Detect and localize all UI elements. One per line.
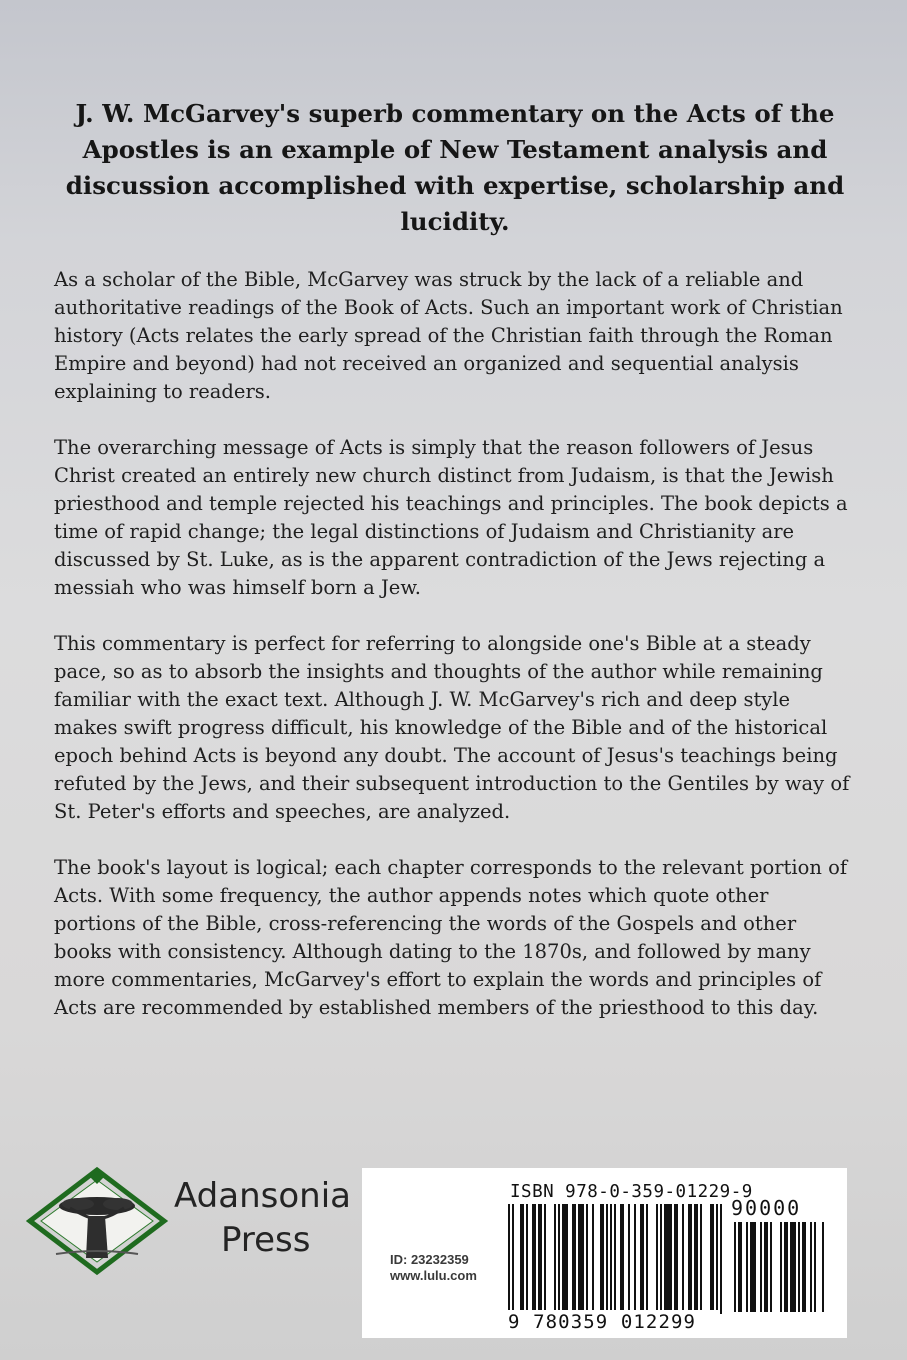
publisher-name-line1: Adansonia (174, 1176, 351, 1216)
barcode-bar (544, 1204, 546, 1314)
barcode-bar (586, 1204, 588, 1314)
barcode-bar (592, 1204, 594, 1314)
barcode-bar (734, 1222, 736, 1312)
barcode-bar (798, 1222, 800, 1312)
barcode-number: 9 780359 012299 (508, 1310, 720, 1334)
barcode-bar (532, 1204, 536, 1314)
barcode-bar (558, 1204, 560, 1314)
barcode-bar (760, 1222, 762, 1312)
publisher-block (26, 1166, 366, 1276)
barcode-bar (640, 1204, 644, 1314)
barcode-bar (614, 1204, 616, 1314)
paragraph-1: As a scholar of the Bible, McGarvey was struck by the lack of a reliable and authoritative readings of the Book of Acts. Such an important work of Christian history (Acts relates the early spread of the Christian faith through the Roman Empire and beyond) had not received an organized and sequential analysis explaining to readers. (54, 268, 843, 403)
barcode-bar (674, 1204, 678, 1314)
barcode-bar (746, 1222, 748, 1312)
addon-number: 90000 (731, 1196, 802, 1220)
barcode-bar (784, 1222, 788, 1312)
barcode-bar (710, 1204, 714, 1314)
barcode-bar (628, 1204, 630, 1314)
barcode-bar (620, 1204, 624, 1314)
publisher-name (174, 1174, 351, 1262)
barcode-bar (780, 1222, 782, 1312)
baobab-tree-logo-icon (26, 1166, 168, 1276)
lead-statement: J. W. McGarvey's superb commentary on the Acts of the Apostles is an example of New Testament analysis and discussion accomplished with expertise, scholarship and lucidity. (65, 99, 845, 236)
barcode-bar (646, 1204, 648, 1314)
barcode-bar (664, 1204, 672, 1314)
publisher-name-line2: Press (221, 1220, 311, 1260)
addon-barcode (734, 1222, 824, 1326)
description-body (54, 266, 854, 1050)
lulu-site: www.lulu.com (390, 1268, 477, 1283)
isbn-label: ISBN 978-0-359-01229-9 (510, 1182, 753, 1202)
barcode-bar (554, 1204, 556, 1314)
barcode-bar (610, 1204, 612, 1314)
barcode-bar (578, 1204, 584, 1314)
barcode-bar (682, 1204, 684, 1314)
barcode-bar (810, 1222, 812, 1312)
isbn-barcode-panel (362, 1168, 847, 1338)
paragraph-3: This commentary is perfect for referring to alongside one's Bible at a steady pace, so as to absorb the insights and thoughts of the author while remaining familiar with the exact text. Although J. W. McGarvey's rich and deep style makes swift progress difficult, his knowledge of the Bible and of the historical epoch behind Acts is beyond any doubt. The account of Jesus's teachings being refuted by the Jews, and their subsequent introduction to the Gentiles by way of St. Peter's efforts and speeches, are analyzed. (54, 632, 850, 823)
barcode-bar (790, 1222, 796, 1312)
barcode-bar (656, 1204, 658, 1314)
barcode-bar (738, 1222, 742, 1312)
barcode-bar (802, 1222, 806, 1312)
barcode-bar (526, 1204, 528, 1314)
barcode-bar (538, 1204, 542, 1314)
barcode-bar (716, 1204, 718, 1314)
barcode-bar (562, 1204, 568, 1314)
barcode-bar (634, 1204, 636, 1314)
barcode-bar (750, 1222, 756, 1312)
barcode-bar (764, 1222, 768, 1312)
lulu-id-block (390, 1252, 477, 1284)
barcode-bar (770, 1222, 772, 1312)
barcode-bar (572, 1204, 576, 1314)
barcode-bar (520, 1204, 524, 1314)
barcode-bar (720, 1204, 722, 1314)
barcode-bar (700, 1204, 702, 1314)
barcode-bar (660, 1204, 662, 1314)
lulu-id: ID: 23232359 (390, 1252, 469, 1267)
barcode-bar (822, 1222, 824, 1312)
barcode-bar (814, 1222, 816, 1312)
paragraph-4: The book's layout is logical; each chapter corresponds to the relevant portion of Acts. With some frequency, the author appends notes which quote other portions of the Bible, cross-referencing the words of the Gospels and other books with consistency. Although dating to the 1870s, and followed by many more commentaries, McGarvey's effort to explain the words and principles of Acts are recommended by established members of the priesthood to this day. (54, 856, 848, 1019)
paragraph-2: The overarching message of Acts is simply that the reason followers of Jesus Christ created an entirely new church distinct from Judaism, is that the Jewish priesthood and temple rejected his teachings and principles. The book depicts a time of rapid change; the legal distinctions of Judaism and Christianity are discussed by St. Luke, as is the apparent contradiction of the Jews rejecting a messiah who was himself born a Jew. (54, 436, 848, 599)
